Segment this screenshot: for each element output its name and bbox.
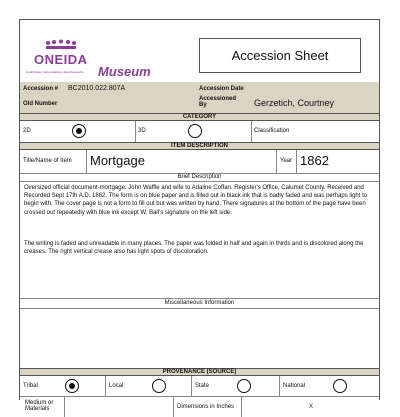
medium-label	[25, 400, 53, 412]
accession-block	[20, 82, 379, 113]
divider	[276, 150, 277, 173]
divider	[296, 150, 297, 173]
title-field[interactable]: Mortgage	[90, 153, 145, 168]
classification-label: Classification	[254, 128, 290, 134]
divider	[241, 397, 242, 417]
divider	[20, 308, 379, 309]
accession-number-label: Accession #	[23, 86, 59, 92]
provenance-national-radio[interactable]	[333, 379, 347, 393]
divider	[20, 181, 379, 182]
item-description-heading: ITEM DESCRIPTION	[20, 142, 379, 150]
misc-info-label: Miscellaneous Information	[164, 300, 235, 306]
divider	[86, 150, 87, 173]
category-3d-radio[interactable]	[188, 124, 202, 138]
category-heading: CATEGORY	[20, 113, 379, 121]
divider	[135, 121, 136, 142]
divider	[105, 376, 106, 396]
divider	[191, 376, 192, 396]
provenance-national-label: National	[283, 383, 306, 389]
category-2d-label: 2D	[23, 128, 31, 134]
divider	[20, 298, 379, 299]
title-label: Title/Name of Item	[23, 158, 72, 164]
category-2d-radio[interactable]	[72, 124, 86, 138]
oneida-emblem-icon	[41, 39, 81, 51]
accessioned-by-field[interactable]: Gerzetich, Courtney	[254, 98, 335, 108]
provenance-row	[20, 376, 379, 396]
sheet-header	[20, 20, 379, 83]
dimensions-label: Dimensions in Inches	[177, 404, 235, 410]
divider	[279, 376, 280, 396]
category-3d-label: 3D	[138, 128, 146, 134]
logo-wordmark: ONEIDA	[34, 52, 88, 67]
medium-label-line2: Materials	[25, 406, 50, 412]
medium-label-line1: Medium or	[25, 400, 54, 406]
old-number-label: Old Number	[23, 101, 58, 107]
sheet-title: Accession Sheet	[199, 38, 361, 73]
provenance-state-radio[interactable]	[237, 379, 251, 393]
museum-label: Museum	[98, 64, 151, 79]
accessioned-by-label-line2: By	[199, 102, 207, 108]
accessioned-by-label	[199, 96, 236, 108]
year-field[interactable]: 1862	[300, 153, 329, 168]
provenance-tribal-label: Tribal	[23, 383, 38, 389]
logo-tagline: Ayakhnikwe Kakomalaktye Ukwehuwenéha	[26, 70, 84, 74]
year-label: Year	[280, 158, 293, 164]
brief-description-label: Brief Description	[177, 174, 222, 180]
accession-number-field[interactable]: BC2010.022.807A	[68, 85, 126, 92]
misc-info-field[interactable]	[24, 311, 376, 366]
description-paragraph-1[interactable]: Oversized official document-mortgage. John Waffle and wife to Adaline Coffan. Register's Office, Calumet County. Received and Recorded Sept 17th A.D. 1862. The form is on blue paper and is filled out in black ink that is badly faded and was perhaps light to begin with. The cover page is not a form to fill out but was written by hand. There signatures at the bottom of the page have been crossed out repeatedly with blue ink except W. Ball's signature on the left side.	[24, 185, 368, 216]
accession-sheet	[19, 19, 380, 412]
divider	[64, 397, 65, 417]
title-row	[20, 150, 379, 173]
description-paragraph-2[interactable]: The writing is faded and unreadable in many places. The paper was folded in half and again in thirds and is discolored along the creases. The right vertical crease also has light spots of discoloration.	[24, 241, 364, 256]
medium-row	[20, 397, 379, 412]
accession-date-label: Accession Date	[199, 86, 244, 92]
provenance-local-radio[interactable]	[152, 379, 166, 393]
dimensions-separator: X	[309, 404, 314, 410]
category-row	[20, 121, 379, 142]
divider	[173, 397, 174, 417]
accessioned-by-label-line1: Accessioned	[199, 96, 237, 102]
divider	[251, 121, 252, 142]
provenance-state-label: State	[195, 383, 210, 389]
provenance-local-label: Local	[109, 383, 124, 389]
provenance-heading: PROVENANCE (SOURCE)	[20, 368, 379, 376]
oneida-logo	[20, 20, 100, 82]
provenance-tribal-radio[interactable]	[65, 379, 79, 393]
